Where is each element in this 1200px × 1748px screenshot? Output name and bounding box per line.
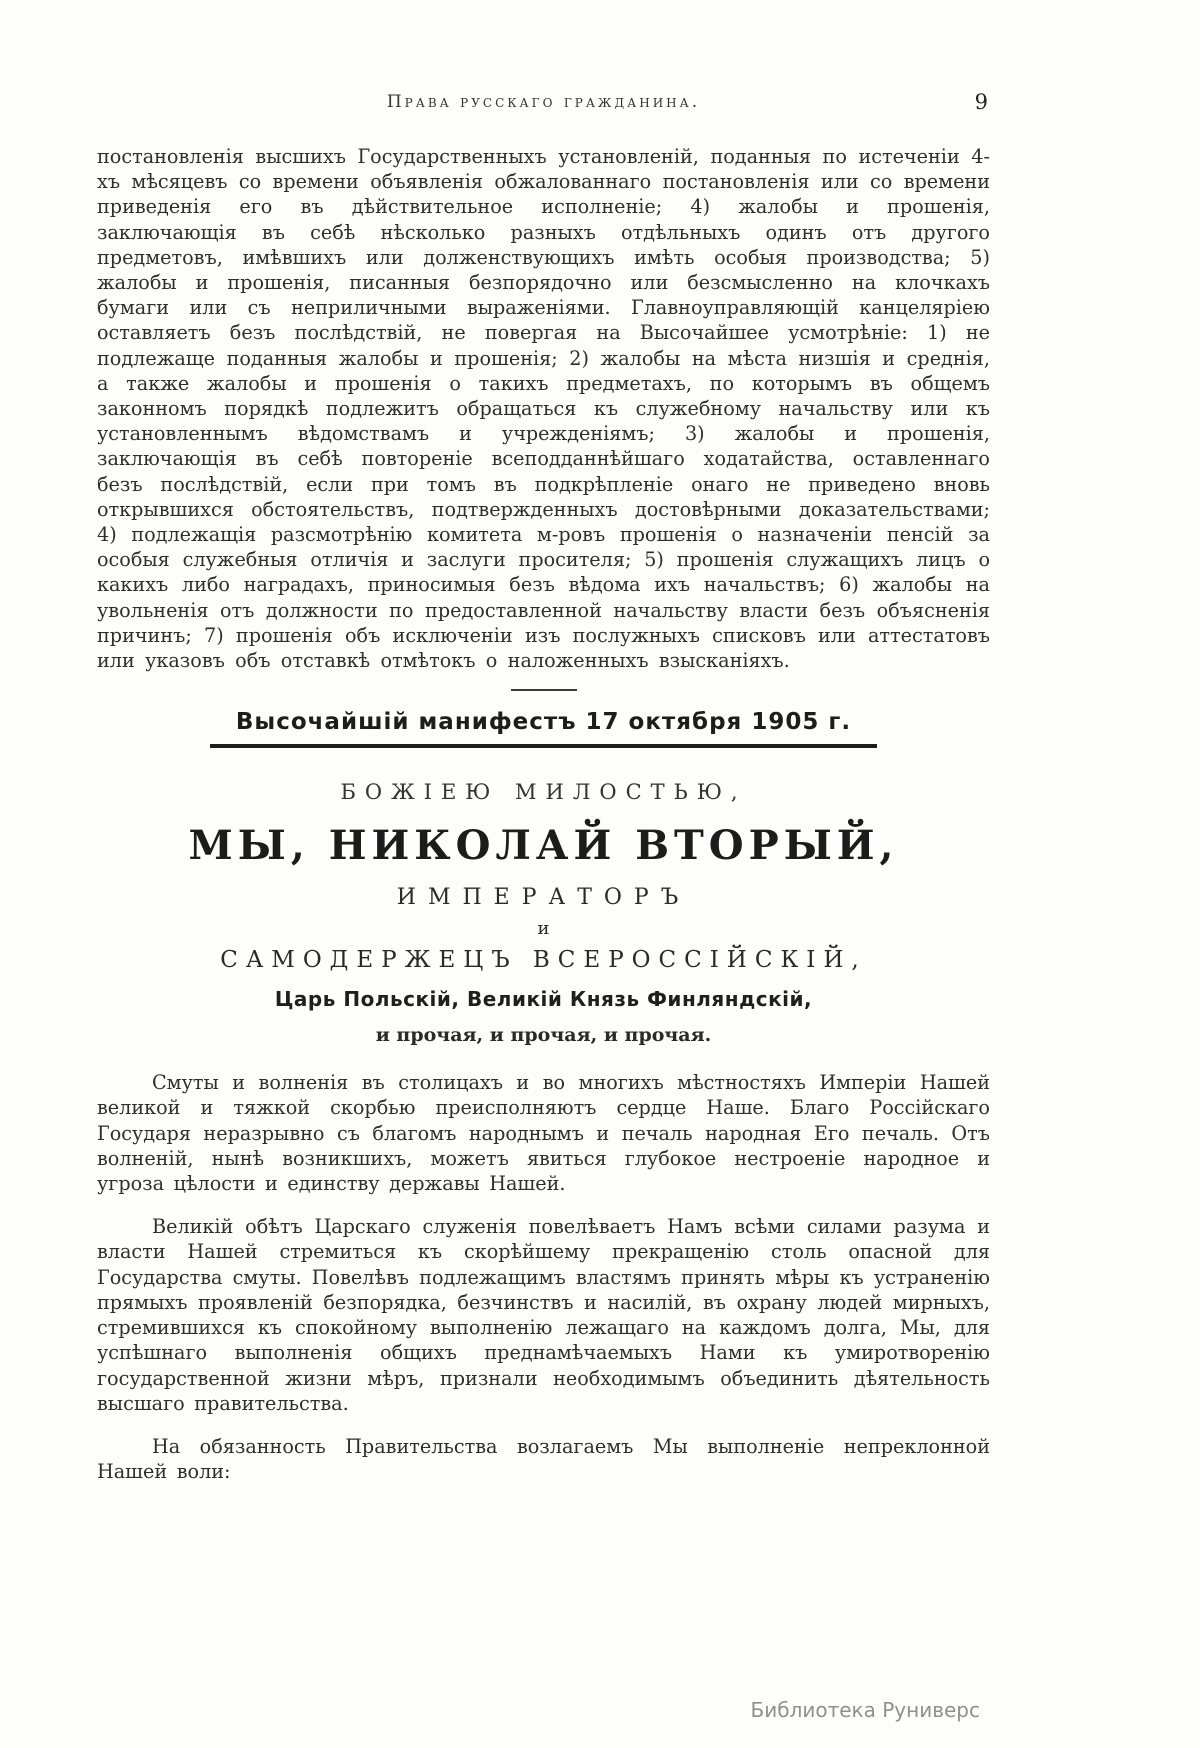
emperor-title: ИМПЕРАТОРЪ bbox=[396, 885, 691, 911]
autocrat-title: САМОДЕРЖЕЦЪ ВСЕРОССІЙСКІЙ, bbox=[220, 947, 867, 974]
etcetera-line: и прочая, и прочая, и прочая. bbox=[375, 1024, 712, 1047]
body-paragraph: постановленія высшихъ Государственныхъ установленій, поданныя по истеченіи 4-хъ мѣсяцевъ со времени объявленія обжалованнаго постановленія или со времени приведенія его въ дѣйствительное исполненіе; 4) жалобы и прошенія, заключающія въ себѣ нѣсколько разныхъ отдѣльныхъ одинъ отъ другого предметовъ, имѣвшихъ или долженствующихъ имѣть особыя производства; 5) жалобы и прошенія, писанныя безпорядочно или безсмысленно на клочкахъ бумаги или съ неприличными выраженіями. Главноуправляющій канцеляріею оставляетъ безъ послѣдствій, не повергая на Высочайшее усмотрѣніе: 1) не подлежаще поданныя жалобы и прошенія; 2) жалобы на мѣста низшія и среднія, а также жалобы и прошенія о такихъ предметахъ, по которымъ въ общемъ законномъ порядкѣ подлежитъ обращаться къ служебному начальству или къ установленнымъ вѣдомствамъ и учрежденіямъ; 3) жалобы и прошенія, заключающія въ себѣ повтореніе всеподданнѣйшаго ходатайства, оставленнаго безъ послѣдствій, если при томъ въ подкрѣпленіе онаго не приведено вновь открывшихся обстоятельствъ, подтвержденныхъ достовѣрными доказательствами; 4) подлежащія разсмотрѣнію комитета м-ровъ прошенія о назначеніи пенсій за особыя служебныя отличія и заслуги просителя; 5) прошенія служащихъ лицъ о какихъ либо наградахъ, приносимыя безъ вѣдома ихъ начальствъ; 6) жалобы на увольненія отъ должности по предоставленной начальству власти безъ объясненія причинъ; 7) прошенія объ исключеніи изъ послужныхъ списковъ или аттестатовъ или указовъ объ отставкѣ отмѣтокъ о наложенныхъ взысканіяхъ. bbox=[97, 145, 990, 673]
monarch-title: МЫ, НИКОЛАЙ ВТОРЫЙ, bbox=[188, 822, 899, 870]
invocation-line: БОЖІЕЮ МИЛОСТЬЮ, bbox=[340, 780, 747, 805]
page-number: 9 bbox=[974, 90, 988, 114]
manifesto-paragraph: Великій обѣтъ Царскаго служенія повелѣваетъ Намъ всѣми силами разума и власти Нашей стремиться къ скорѣйшему прекращенію столь опасной для Государства смуты. Повелѣвъ подлежащимъ властямъ принять мѣры къ устраненію прямыхъ проявленій безпорядка, безчинствъ и насилій, въ охрану людей мирныхъ, стремившихся къ спокойному выполненію лежащаго на каждомъ долга, Мы, для успѣшнаго выполненія общихъ преднамѣчаемыхъ Нами къ умиротворенію государственной жизни мѣръ, признали необходимымъ объединить дѣятельность высшаго правительства. bbox=[97, 1215, 990, 1415]
manifesto-paragraph: Смуты и волненія въ столицахъ и во многихъ мѣстностяхъ Имперіи Нашей великой и тяжкой скорбью преисполняютъ сердце Наше. Благо Россійскаго Государя неразрывно съ благомъ народнымъ и печаль народная Его печаль. Отъ волненій, нынѣ возникшихъ, можетъ явиться глубокое нестроеніе народное и угроза цѣлости и единству державы Нашей. bbox=[97, 1071, 990, 1196]
conjunction-line: и bbox=[537, 918, 550, 940]
royal-titles-line: Царь Польскій, Великій Князь Финляндскій, bbox=[274, 987, 813, 1012]
text-column bbox=[97, 92, 990, 1484]
page-header bbox=[97, 92, 990, 118]
manifesto-heading-row bbox=[97, 709, 990, 748]
library-watermark: Библиотека Руниверс bbox=[750, 1698, 980, 1722]
manifesto-section-title: Высочайшій манифестъ 17 октября 1905 г. bbox=[210, 709, 877, 748]
section-divider bbox=[511, 689, 577, 691]
manifesto-paragraph: На обязанность Правительства возлагаемъ Мы выполненіе непреклонной Нашей воли: bbox=[97, 1434, 990, 1484]
running-title: Права русскаго гражданина. bbox=[386, 92, 701, 112]
